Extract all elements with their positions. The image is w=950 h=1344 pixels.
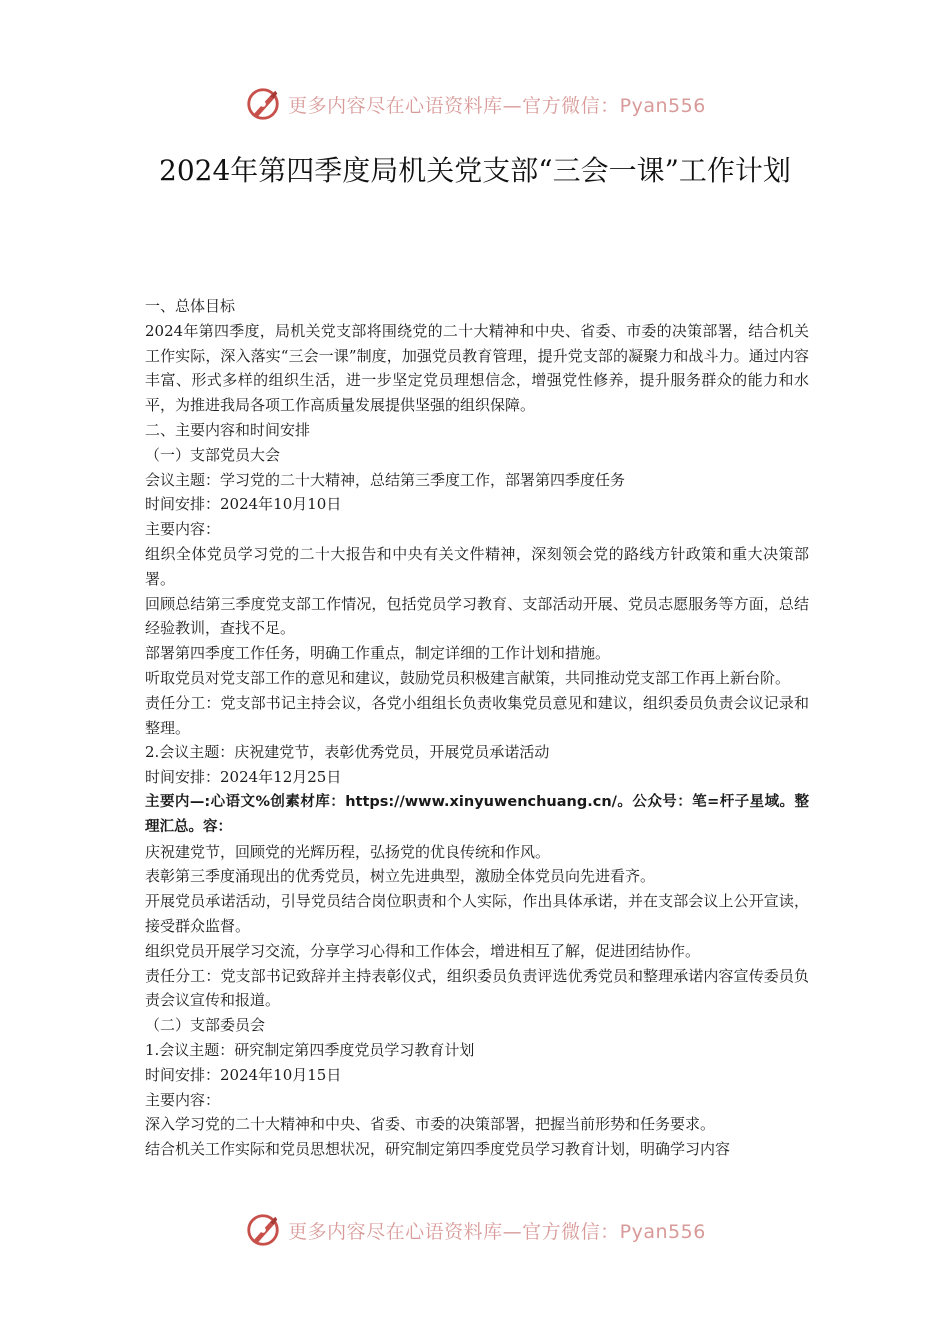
document-body xyxy=(145,294,809,1162)
document-title: 2024年第四季度局机关党支部“三会一课”工作计划 xyxy=(159,154,791,187)
paragraph: 组织党员开展学习交流，分享学习心得和工作体会，增进相互了解，促进团结协作。 xyxy=(145,941,701,960)
paragraph: 会议主题：学习党的二十大精神，总结第三季度工作，部署第四季度任务 xyxy=(145,470,626,489)
heading-main-content-schedule: 二、主要内容和时间安排 xyxy=(145,420,311,439)
paragraph: 深入学习党的二十大精神和中央、省委、市委的决策部署，把握当前形势和任务要求。 xyxy=(145,1115,716,1134)
paragraph: 主要内容： xyxy=(145,520,221,539)
footer-banner-text: 更多内容尽在心语资料库—官方微信：Pyan556 xyxy=(288,1220,706,1243)
paragraph: 2024年第四季度，局机关党支部将围绕党的二十大精神和中央、省委、市委的决策部署，结合机关工作实际，深入落实“三会一课”制度，加强党员教育管理，提升党支部的凝聚力和战斗力。通过内容丰富、形式多样的组织生活，进一步坚定党员理想信念，增强党性修养，提升服务群众的能力和水平，为推进我局各项工作高质量发展提供坚强的组织保障。 xyxy=(145,321,809,415)
header-banner-text: 更多内容尽在心语资料库—官方微信：Pyan556 xyxy=(288,94,706,117)
paragraph: 庆祝建党节，回顾党的光辉历程，弘扬党的优良传统和作风。 xyxy=(145,842,551,861)
paragraph: 回顾总结第三季度党支部工作情况，包括党员学习教育、支部活动开展、党员志愿服务等方面，总结经验教训，查找不足。 xyxy=(145,594,809,638)
paragraph: 部署第四季度工作任务，明确工作重点，制定详细的工作计划和措施。 xyxy=(145,644,611,663)
paragraph: 时间安排：2024年12月25日 xyxy=(145,768,342,787)
paragraph: 1.会议主题：研究制定第四季度党员学习教育计划 xyxy=(145,1040,475,1059)
paragraph: 2.会议主题：庆祝建党节，表彰优秀党员，开展党员承诺活动 xyxy=(145,743,550,762)
subheading-branch-committee: （二）支部委员会 xyxy=(145,1016,266,1035)
paragraph: 主要内容： xyxy=(145,1090,221,1109)
paragraph: 结合机关工作实际和党员思想状况，研究制定第四季度党员学习教育计划，明确学习内容 xyxy=(145,1140,731,1159)
paragraph: 时间安排：2024年10月15日 xyxy=(145,1065,342,1084)
embedded-watermark-line: 主要内—:心语文%创素材库：https://www.xinyuwenchuang.cn/。公众号：笔=杆子星域。整理汇总。容： xyxy=(145,793,809,835)
header-watermark-banner xyxy=(0,84,950,124)
footer-watermark-banner xyxy=(0,1210,950,1250)
paragraph: 表彰第三季度涌现出的优秀党员，树立先进典型，激励全体党员向先进看齐。 xyxy=(145,867,656,886)
paragraph: 时间安排：2024年10月10日 xyxy=(145,495,342,514)
paragraph: 责任分工：党支部书记主持会议，各党小组组长负责收集党员意见和建议，组织委员负责会议记录和整理。 xyxy=(145,693,809,737)
pen-logo-icon xyxy=(244,1211,282,1249)
paragraph: 听取党员对党支部工作的意见和建议，鼓励党员积极建言献策，共同推动党支部工作再上新台阶。 xyxy=(145,668,791,687)
paragraph: 开展党员承诺活动，引导党员结合岗位职责和个人实际，作出具体承诺，并在支部会议上公开宣读，接受群众监督。 xyxy=(145,892,809,935)
paragraph: 责任分工：党支部书记致辞并主持表彰仪式，组织委员负责评选优秀党员和整理承诺内容宣传委员负责会议宣传和报道。 xyxy=(145,966,809,1010)
pen-logo-icon xyxy=(244,85,282,123)
subheading-party-member-meeting: （一）支部党员大会 xyxy=(145,445,281,464)
heading-overall-goal: 一、总体目标 xyxy=(145,297,236,315)
paragraph: 组织全体党员学习党的二十大报告和中央有关文件精神，深刻领会党的路线方针政策和重大决策部署。 xyxy=(145,544,809,588)
